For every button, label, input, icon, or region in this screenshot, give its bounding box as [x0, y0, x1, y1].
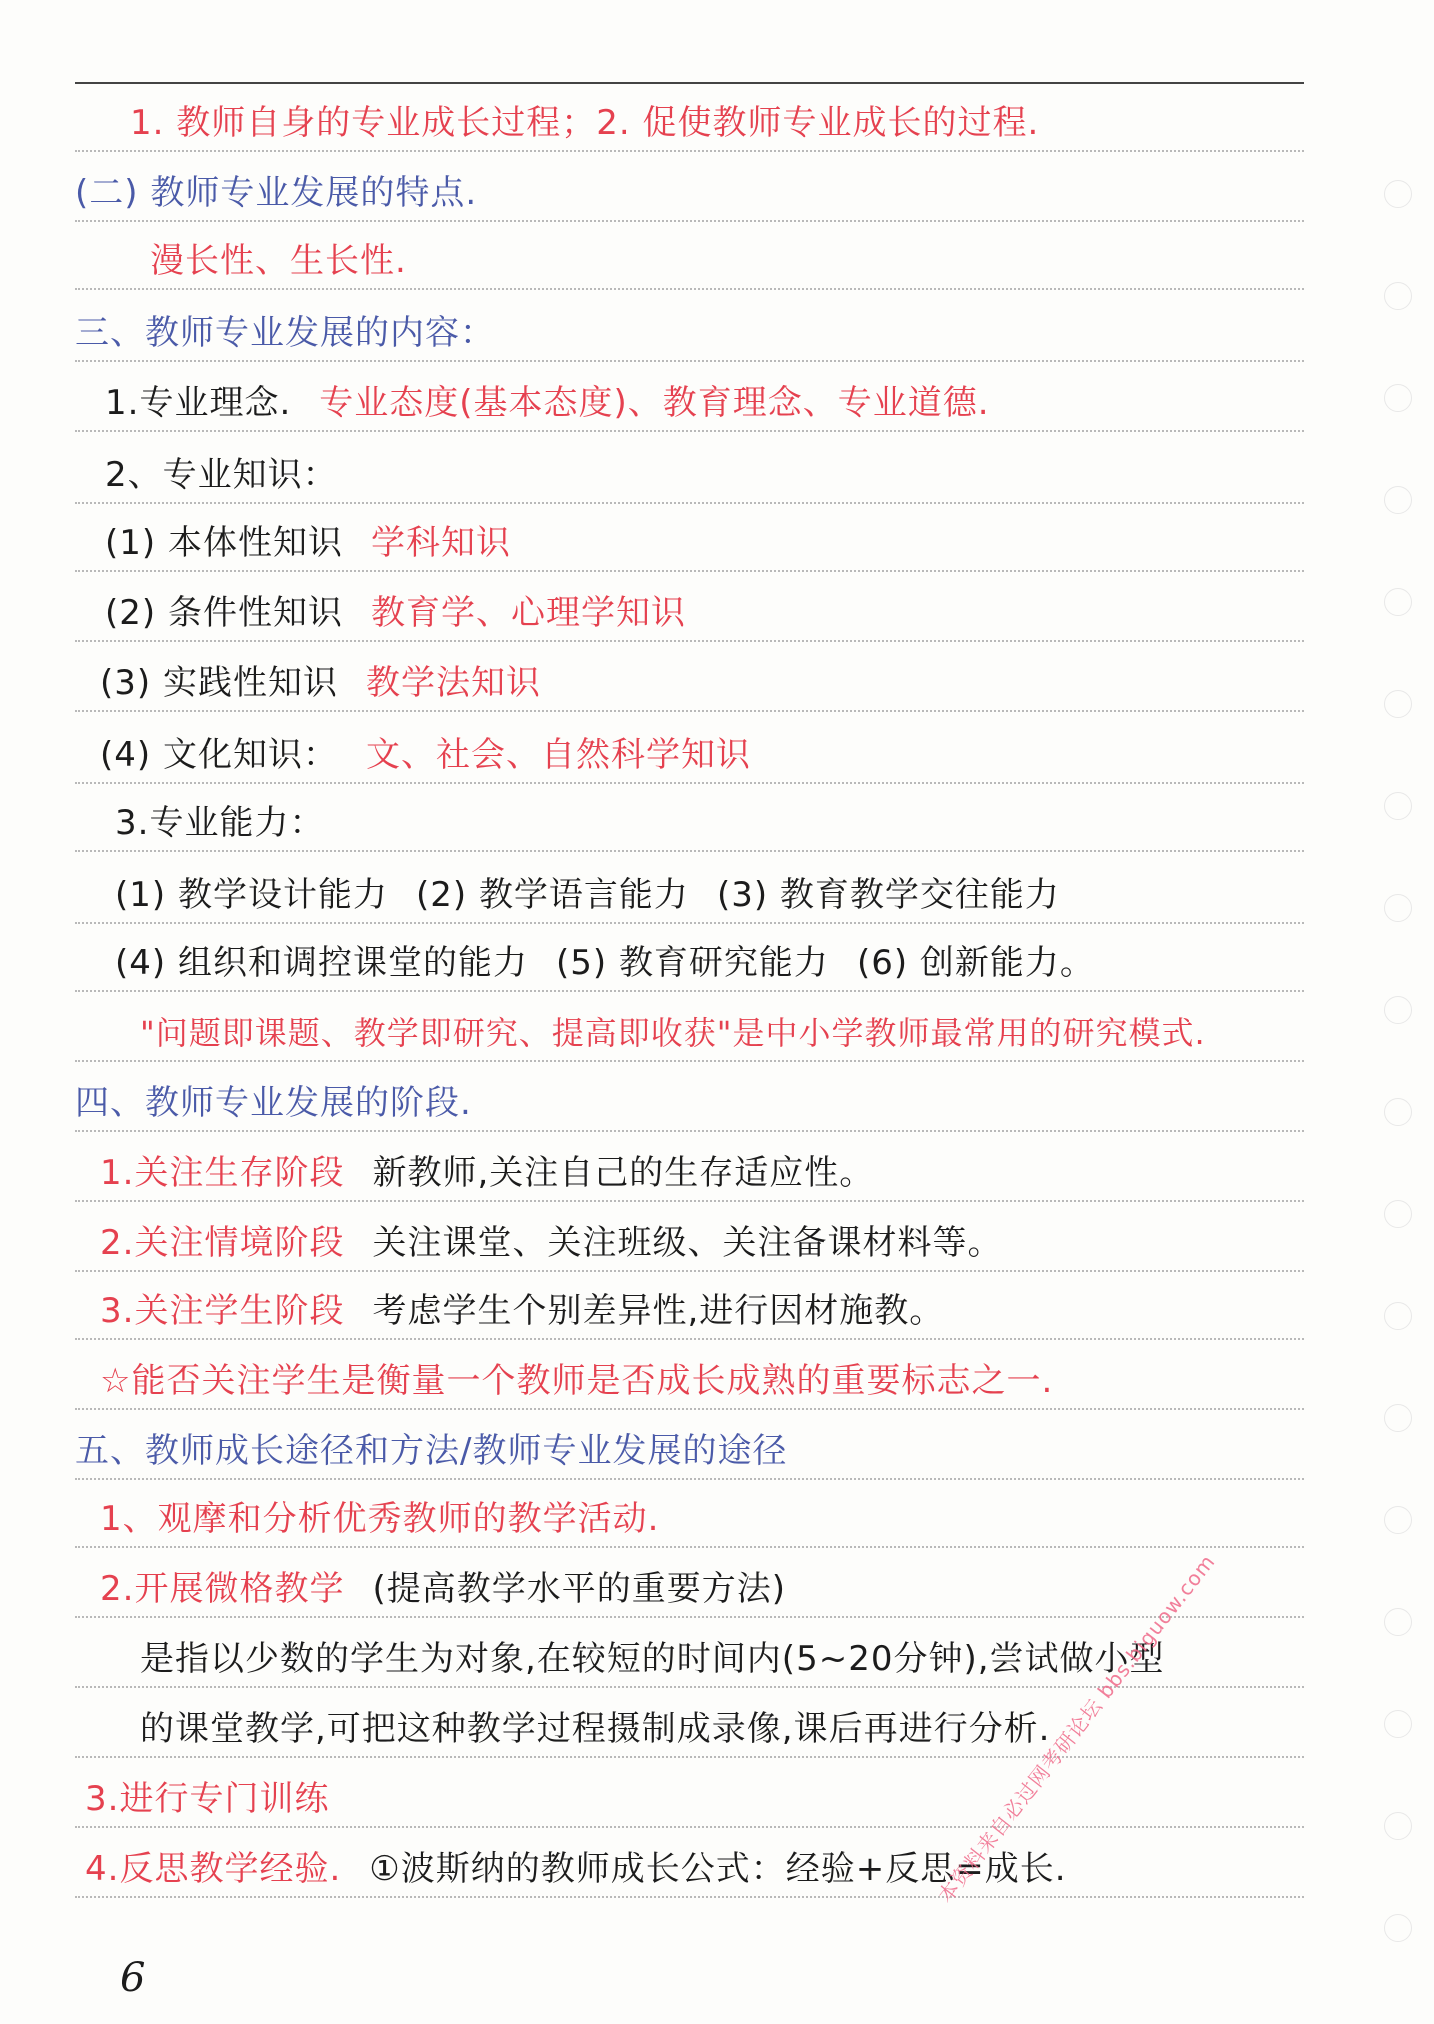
binder-hole: [1384, 1404, 1412, 1432]
note-line: [0, 1408, 1304, 1480]
note-line: [0, 712, 1304, 784]
binder-hole: [1384, 1200, 1412, 1228]
binder-hole: [1384, 180, 1412, 208]
note-line: [0, 920, 1304, 992]
note-text: 四、教师专业发展的阶段.: [75, 1083, 472, 1123]
note-line: [0, 1476, 1304, 1548]
note-line: [0, 360, 1304, 432]
note-line: [0, 1546, 1304, 1618]
note-text: (二) 教师专业发展的特点.: [75, 173, 478, 213]
note-text: 专业态度(基本态度)、教育理念、专业道德.: [319, 383, 990, 423]
binder-hole: [1384, 1710, 1412, 1738]
note-line: [0, 1338, 1304, 1410]
binder-hole: [1384, 792, 1412, 820]
note-line: [0, 290, 1304, 362]
binder-hole: [1384, 690, 1412, 718]
note-line: [0, 640, 1304, 712]
note-text: 新教师,关注自己的生存适应性。: [372, 1153, 875, 1193]
binder-hole: [1384, 1506, 1412, 1534]
binder-hole: [1384, 1914, 1412, 1942]
note-text: "问题即课题、教学即研究、提高即收获"是中小学教师最常用的研究模式.: [140, 1014, 1206, 1052]
note-text: (3) 教育教学交往能力: [716, 875, 1060, 915]
note-line: [0, 1200, 1304, 1272]
binder-hole: [1384, 486, 1412, 514]
note-text: 教育学、心理学知识: [370, 593, 686, 633]
binder-hole: [1384, 1302, 1412, 1330]
note-text: 3.专业能力：: [115, 803, 325, 843]
note-line: [0, 432, 1304, 504]
binder-hole: [1384, 894, 1412, 922]
note-text: (1) 教学设计能力: [115, 875, 388, 915]
note-line: [0, 1756, 1304, 1828]
note-text: 是指以少数的学生为对象,在较短的时间内(5~20分钟),尝试做小型: [140, 1639, 1165, 1679]
note-line: [0, 218, 1304, 290]
note-line: [0, 780, 1304, 852]
binder-hole: [1384, 384, 1412, 412]
note-text: 五、教师成长途径和方法/教师专业发展的途径: [75, 1431, 788, 1471]
note-text: 学科知识: [370, 523, 511, 563]
note-text: 1、观摩和分析优秀教师的教学活动.: [100, 1499, 660, 1539]
note-text: 三、教师专业发展的内容：: [75, 313, 495, 353]
note-line: [0, 1060, 1304, 1132]
note-line: [0, 1130, 1304, 1202]
note-text: ①波斯纳的教师成长公式：经验+反思=成长.: [369, 1849, 1067, 1889]
binder-hole: [1384, 1098, 1412, 1126]
note-text: 1.关注生存阶段: [100, 1153, 345, 1193]
note-text: 2.关注情境阶段: [100, 1223, 345, 1263]
binder-holes: [1384, 180, 1424, 2016]
note-text: 考虑学生个别差异性,进行因材施教。: [372, 1291, 945, 1331]
note-text: 2.开展微格教学: [100, 1569, 345, 1609]
note-text: 的课堂教学,可把这种教学过程摄制成录像,课后再进行分析.: [140, 1709, 1051, 1749]
note-text: (2) 教学语言能力: [415, 875, 689, 915]
note-line: [0, 852, 1304, 924]
note-line: [0, 1826, 1304, 1898]
note-text: (3) 实践性知识: [100, 663, 338, 703]
note-text: 漫长性、生长性.: [150, 241, 407, 281]
note-text: 教学法知识: [365, 663, 541, 703]
note-line: [0, 570, 1304, 642]
note-text: 1. 教师自身的专业成长过程；2. 促使教师专业成长的过程.: [130, 103, 1040, 143]
note-line: [0, 500, 1304, 572]
binder-hole: [1384, 996, 1412, 1024]
note-text: 4.反思教学经验.: [85, 1849, 342, 1889]
binder-hole: [1384, 282, 1412, 310]
binder-hole: [1384, 588, 1412, 616]
note-text: (6) 创新能力。: [856, 943, 1095, 983]
note-text: 3.关注学生阶段: [100, 1291, 345, 1331]
note-text: (4) 组织和调控课堂的能力: [115, 943, 528, 983]
note-text: 1.专业理念.: [105, 383, 292, 423]
note-text: (1) 本体性知识: [105, 523, 343, 563]
note-text: (4) 文化知识：: [100, 735, 338, 775]
note-text: (5) 教育研究能力: [555, 943, 829, 983]
page-number: 6: [120, 1955, 146, 2001]
note-text: (提高教学水平的重要方法): [372, 1569, 786, 1609]
note-line: [0, 150, 1304, 222]
note-text: (2) 条件性知识: [105, 593, 343, 633]
note-text: ☆能否关注学生是衡量一个教师是否成长成熟的重要标志之一.: [100, 1361, 1054, 1401]
binder-hole: [1384, 1608, 1412, 1636]
watermark: 本资料来自必过网考研论坛 bbs.biguow.com: [933, 1549, 1220, 1908]
note-text: 2、专业知识：: [105, 455, 338, 495]
note-line: [0, 1268, 1304, 1340]
note-line: [0, 80, 1304, 152]
note-line: [0, 990, 1304, 1062]
note-text: 3.进行专门训练: [85, 1779, 330, 1819]
binder-hole: [1384, 1812, 1412, 1840]
note-text: 关注课堂、关注班级、关注备课材料等。: [372, 1223, 1003, 1263]
note-text: 文、社会、自然科学知识: [365, 735, 751, 775]
